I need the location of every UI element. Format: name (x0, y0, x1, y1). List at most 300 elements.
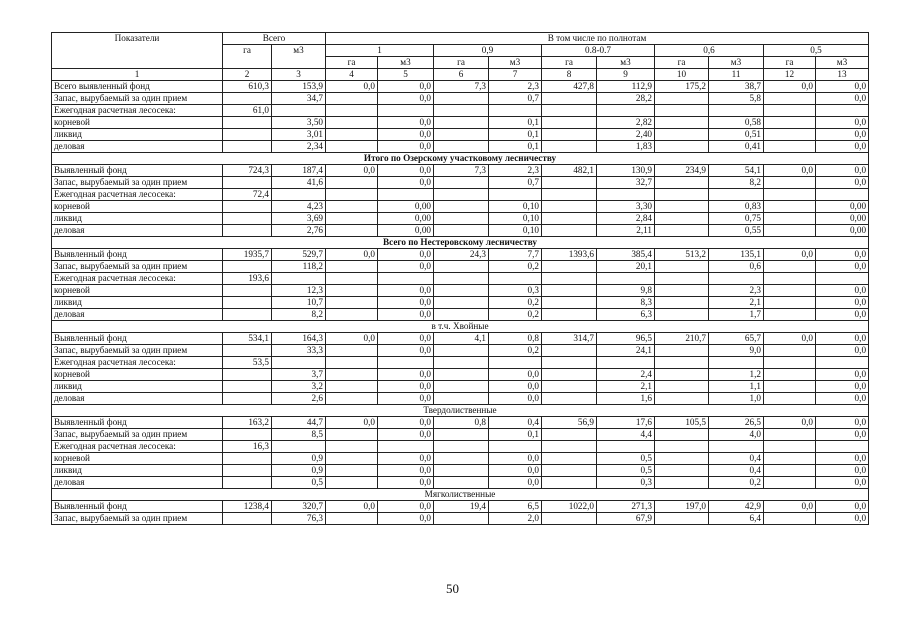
value-cell (272, 105, 326, 117)
value-cell (326, 453, 378, 465)
value-cell: 0,0 (816, 177, 869, 189)
value-cell (542, 93, 597, 105)
value-cell (326, 465, 378, 477)
value-cell: 153,9 (272, 81, 326, 93)
value-cell (434, 297, 489, 309)
column-number-cell: 11 (709, 69, 764, 81)
value-cell (542, 429, 597, 441)
value-cell (816, 273, 869, 285)
value-cell: 0,0 (378, 93, 434, 105)
value-cell: 0,1 (489, 117, 542, 129)
value-cell (655, 261, 709, 273)
value-cell: 0,0 (816, 477, 869, 489)
value-cell: 0,0 (816, 345, 869, 357)
value-cell: 61,0 (223, 105, 272, 117)
value-cell: 0,0 (378, 285, 434, 297)
value-cell (434, 393, 489, 405)
value-cell (223, 345, 272, 357)
value-cell (764, 117, 816, 129)
section-heading: Всего по Нестеровскому лесничеству (52, 237, 869, 249)
row-label: деловая (52, 393, 223, 405)
value-cell: 7,3 (434, 81, 489, 93)
row-label: деловая (52, 477, 223, 489)
value-cell: 2,84 (597, 213, 655, 225)
value-cell: 8,3 (597, 297, 655, 309)
value-cell: 53,5 (223, 357, 272, 369)
section-heading: Мягколиственные (52, 489, 869, 501)
value-cell (542, 357, 597, 369)
header-density-06: 0,6 (655, 45, 764, 57)
value-cell: 1935,7 (223, 249, 272, 261)
value-cell: 8,2 (709, 177, 764, 189)
row-label: корневой (52, 117, 223, 129)
table-row (52, 189, 869, 201)
header-density-05: 0,5 (764, 45, 869, 57)
value-cell: 96,5 (597, 333, 655, 345)
row-label: ликвид (52, 213, 223, 225)
value-cell: 0,0 (816, 381, 869, 393)
value-cell (434, 225, 489, 237)
row-label: деловая (52, 309, 223, 321)
value-cell (655, 477, 709, 489)
value-cell: 38,7 (709, 81, 764, 93)
column-number-cell: 3 (272, 69, 326, 81)
column-number-cell: 12 (764, 69, 816, 81)
value-cell: 0,0 (378, 165, 434, 177)
value-cell (326, 93, 378, 105)
value-cell (655, 93, 709, 105)
value-cell (434, 465, 489, 477)
value-cell (542, 177, 597, 189)
value-cell: 0,5 (272, 477, 326, 489)
value-cell (434, 381, 489, 393)
value-cell: 2,76 (272, 225, 326, 237)
value-cell: 0,2 (489, 309, 542, 321)
value-cell (434, 273, 489, 285)
value-cell: 130,9 (597, 165, 655, 177)
value-cell (709, 189, 764, 201)
header-unit-ha: га (542, 57, 597, 69)
table-row (52, 345, 869, 357)
value-cell (223, 453, 272, 465)
table-row (52, 213, 869, 225)
value-cell: 0,75 (709, 213, 764, 225)
value-cell (223, 513, 272, 525)
header-indicators: Показатели (52, 33, 223, 69)
table-row (52, 417, 869, 429)
value-cell (542, 393, 597, 405)
value-cell (326, 477, 378, 489)
value-cell: 112,9 (597, 81, 655, 93)
value-cell: 0,00 (378, 225, 434, 237)
value-cell: 76,3 (272, 513, 326, 525)
value-cell (223, 261, 272, 273)
value-cell: 0,0 (764, 81, 816, 93)
header-row-1 (52, 33, 869, 45)
value-cell (709, 273, 764, 285)
value-cell (655, 273, 709, 285)
value-cell (655, 189, 709, 201)
value-cell: 0,51 (709, 129, 764, 141)
value-cell: 0,0 (378, 249, 434, 261)
value-cell (542, 309, 597, 321)
table-row (52, 141, 869, 153)
value-cell: 1022,0 (542, 501, 597, 513)
value-cell (326, 189, 378, 201)
value-cell (542, 345, 597, 357)
value-cell: 3,2 (272, 381, 326, 393)
value-cell: 1,6 (597, 393, 655, 405)
value-cell: 34,7 (272, 93, 326, 105)
value-cell: 0,0 (816, 417, 869, 429)
value-cell: 0,83 (709, 201, 764, 213)
value-cell (542, 453, 597, 465)
value-cell (764, 393, 816, 405)
value-cell: 6,4 (709, 513, 764, 525)
value-cell (489, 273, 542, 285)
table-row (52, 165, 869, 177)
value-cell: 3,50 (272, 117, 326, 129)
value-cell (326, 357, 378, 369)
value-cell (764, 369, 816, 381)
section-heading-row (52, 237, 869, 249)
value-cell: 7,3 (434, 165, 489, 177)
value-cell: 0,0 (378, 117, 434, 129)
value-cell (655, 129, 709, 141)
value-cell (434, 93, 489, 105)
value-cell: 17,6 (597, 417, 655, 429)
value-cell (272, 441, 326, 453)
value-cell: 0,0 (816, 333, 869, 345)
value-cell (223, 129, 272, 141)
value-cell (378, 105, 434, 117)
value-cell: 0,41 (709, 141, 764, 153)
value-cell (326, 273, 378, 285)
value-cell: 0,9 (272, 453, 326, 465)
value-cell (326, 381, 378, 393)
value-cell (542, 477, 597, 489)
value-cell: 2,40 (597, 129, 655, 141)
value-cell (542, 465, 597, 477)
table-row (52, 225, 869, 237)
value-cell (223, 369, 272, 381)
value-cell: 3,69 (272, 213, 326, 225)
value-cell: 2,34 (272, 141, 326, 153)
value-cell: 193,6 (223, 273, 272, 285)
value-cell (542, 129, 597, 141)
value-cell: 320,7 (272, 501, 326, 513)
value-cell (655, 225, 709, 237)
value-cell (764, 297, 816, 309)
value-cell (223, 429, 272, 441)
value-cell: 72,4 (223, 189, 272, 201)
value-cell (655, 393, 709, 405)
value-cell (326, 513, 378, 525)
value-cell (434, 261, 489, 273)
value-cell: 0,0 (378, 297, 434, 309)
value-cell: 0,1 (489, 429, 542, 441)
value-cell (326, 105, 378, 117)
value-cell: 0,0 (816, 261, 869, 273)
value-cell (434, 453, 489, 465)
value-cell: 0,0 (326, 81, 378, 93)
value-cell: 163,2 (223, 417, 272, 429)
value-cell (542, 213, 597, 225)
table-row (52, 513, 869, 525)
value-cell: 105,5 (655, 417, 709, 429)
value-cell (326, 345, 378, 357)
row-label: ликвид (52, 129, 223, 141)
value-cell: 20,1 (597, 261, 655, 273)
row-label: Запас, вырубаемый за один прием (52, 513, 223, 525)
value-cell: 2,3 (489, 81, 542, 93)
value-cell: 6,5 (489, 501, 542, 513)
value-cell (434, 213, 489, 225)
value-cell (764, 381, 816, 393)
value-cell: 482,1 (542, 165, 597, 177)
value-cell: 0,00 (378, 213, 434, 225)
value-cell (223, 213, 272, 225)
value-cell: 0,6 (709, 261, 764, 273)
value-cell: 0,2 (489, 345, 542, 357)
row-label: корневой (52, 285, 223, 297)
table-row (52, 309, 869, 321)
value-cell: 9,8 (597, 285, 655, 297)
value-cell: 2,1 (709, 297, 764, 309)
header-unit-ha: га (434, 57, 489, 69)
value-cell (434, 429, 489, 441)
row-label: Запас, вырубаемый за один прием (52, 429, 223, 441)
value-cell: 1,83 (597, 141, 655, 153)
table-row (52, 381, 869, 393)
table-row (52, 81, 869, 93)
value-cell (223, 225, 272, 237)
value-cell: 0,0 (378, 81, 434, 93)
value-cell: 0,0 (764, 333, 816, 345)
value-cell (597, 357, 655, 369)
row-label: деловая (52, 225, 223, 237)
value-cell (434, 357, 489, 369)
value-cell (709, 105, 764, 117)
value-cell (764, 309, 816, 321)
value-cell: 4,4 (597, 429, 655, 441)
value-cell: 0,1 (489, 141, 542, 153)
value-cell (378, 441, 434, 453)
value-cell: 0,0 (378, 465, 434, 477)
section-heading-row (52, 405, 869, 417)
header-total-ha: га (223, 45, 272, 69)
value-cell (655, 213, 709, 225)
value-cell (434, 513, 489, 525)
row-label: Запас, вырубаемый за один прием (52, 93, 223, 105)
value-cell (764, 513, 816, 525)
value-cell: 0,2 (709, 477, 764, 489)
value-cell: 0,4 (709, 453, 764, 465)
value-cell: 41,6 (272, 177, 326, 189)
value-cell (542, 141, 597, 153)
value-cell (542, 189, 597, 201)
value-cell (542, 369, 597, 381)
value-cell: 0,7 (489, 93, 542, 105)
value-cell (223, 93, 272, 105)
row-label: ликвид (52, 381, 223, 393)
table-row (52, 249, 869, 261)
value-cell (655, 177, 709, 189)
value-cell: 135,1 (709, 249, 764, 261)
value-cell: 0,0 (764, 249, 816, 261)
value-cell (326, 129, 378, 141)
value-cell: 16,3 (223, 441, 272, 453)
value-cell (542, 117, 597, 129)
column-number-cell: 7 (489, 69, 542, 81)
table-row (52, 393, 869, 405)
value-cell (764, 189, 816, 201)
value-cell (223, 297, 272, 309)
value-cell (655, 429, 709, 441)
value-cell: 28,2 (597, 93, 655, 105)
value-cell: 0,0 (378, 333, 434, 345)
value-cell (655, 117, 709, 129)
value-cell: 42,9 (709, 501, 764, 513)
table-row (52, 501, 869, 513)
value-cell: 2,11 (597, 225, 655, 237)
value-cell (764, 285, 816, 297)
forest-fund-table (51, 32, 869, 525)
value-cell (326, 297, 378, 309)
value-cell (434, 345, 489, 357)
table-row (52, 177, 869, 189)
value-cell: 0,0 (489, 465, 542, 477)
value-cell: 2,3 (489, 165, 542, 177)
row-label: Ежегодная расчетная лесосека: (52, 189, 223, 201)
value-cell (434, 105, 489, 117)
value-cell (272, 357, 326, 369)
value-cell: 1,1 (709, 381, 764, 393)
value-cell (655, 297, 709, 309)
value-cell (378, 357, 434, 369)
value-cell: 0,4 (489, 417, 542, 429)
value-cell: 513,2 (655, 249, 709, 261)
value-cell: 0,0 (764, 417, 816, 429)
value-cell: 32,7 (597, 177, 655, 189)
value-cell (655, 345, 709, 357)
value-cell (489, 105, 542, 117)
value-cell (542, 513, 597, 525)
value-cell: 1393,6 (542, 249, 597, 261)
column-number-cell: 2 (223, 69, 272, 81)
value-cell: 164,3 (272, 333, 326, 345)
value-cell: 0,0 (489, 477, 542, 489)
value-cell (764, 141, 816, 153)
value-cell (655, 357, 709, 369)
value-cell (655, 141, 709, 153)
row-label: Ежегодная расчетная лесосека: (52, 441, 223, 453)
value-cell (655, 513, 709, 525)
value-cell (764, 429, 816, 441)
value-cell (764, 261, 816, 273)
value-cell (489, 441, 542, 453)
value-cell (326, 393, 378, 405)
value-cell: 529,7 (272, 249, 326, 261)
value-cell: 24,3 (434, 249, 489, 261)
value-cell (223, 309, 272, 321)
value-cell (655, 105, 709, 117)
value-cell: 54,1 (709, 165, 764, 177)
value-cell (326, 261, 378, 273)
value-cell (816, 357, 869, 369)
value-cell (764, 441, 816, 453)
value-cell: 427,8 (542, 81, 597, 93)
value-cell: 0,0 (326, 501, 378, 513)
section-heading-row (52, 321, 869, 333)
value-cell: 0,0 (489, 393, 542, 405)
value-cell (764, 453, 816, 465)
value-cell: 385,4 (597, 249, 655, 261)
value-cell: 0,2 (489, 297, 542, 309)
value-cell (764, 105, 816, 117)
value-cell (655, 285, 709, 297)
value-cell (434, 117, 489, 129)
table-row (52, 285, 869, 297)
value-cell: 3,7 (272, 369, 326, 381)
value-cell: 0,0 (816, 393, 869, 405)
value-cell: 0,0 (378, 429, 434, 441)
value-cell (764, 273, 816, 285)
value-cell: 1238,4 (223, 501, 272, 513)
value-cell: 0,0 (816, 81, 869, 93)
row-label: Выявленный фонд (52, 165, 223, 177)
value-cell: 0,0 (816, 165, 869, 177)
value-cell (223, 141, 272, 153)
value-cell (326, 441, 378, 453)
value-cell: 0,3 (597, 477, 655, 489)
value-cell: 0,0 (816, 297, 869, 309)
value-cell: 271,3 (597, 501, 655, 513)
value-cell: 0,0 (378, 141, 434, 153)
page-number: 50 (446, 581, 459, 596)
value-cell: 0,00 (816, 225, 869, 237)
value-cell: 0,5 (597, 453, 655, 465)
value-cell (655, 201, 709, 213)
value-cell (434, 177, 489, 189)
value-cell: 0,0 (764, 165, 816, 177)
column-number-cell: 13 (816, 69, 869, 81)
value-cell (434, 129, 489, 141)
table-row (52, 369, 869, 381)
value-cell: 610,3 (223, 81, 272, 93)
value-cell (223, 477, 272, 489)
header-density-08-07: 0.8-0.7 (542, 45, 655, 57)
column-number-cell: 9 (597, 69, 655, 81)
value-cell (764, 177, 816, 189)
value-cell (816, 189, 869, 201)
header-unit-m3: м3 (378, 57, 434, 69)
value-cell: 2,1 (597, 381, 655, 393)
value-cell (655, 465, 709, 477)
header-total-m3: м3 (272, 45, 326, 69)
table-row (52, 357, 869, 369)
column-number-cell: 5 (378, 69, 434, 81)
value-cell: 0,0 (326, 333, 378, 345)
row-label: Ежегодная расчетная лесосека: (52, 273, 223, 285)
value-cell: 234,9 (655, 165, 709, 177)
value-cell: 0,0 (816, 453, 869, 465)
value-cell: 12,3 (272, 285, 326, 297)
table-row (52, 201, 869, 213)
value-cell: 0,8 (434, 417, 489, 429)
value-cell (655, 453, 709, 465)
value-cell: 33,3 (272, 345, 326, 357)
